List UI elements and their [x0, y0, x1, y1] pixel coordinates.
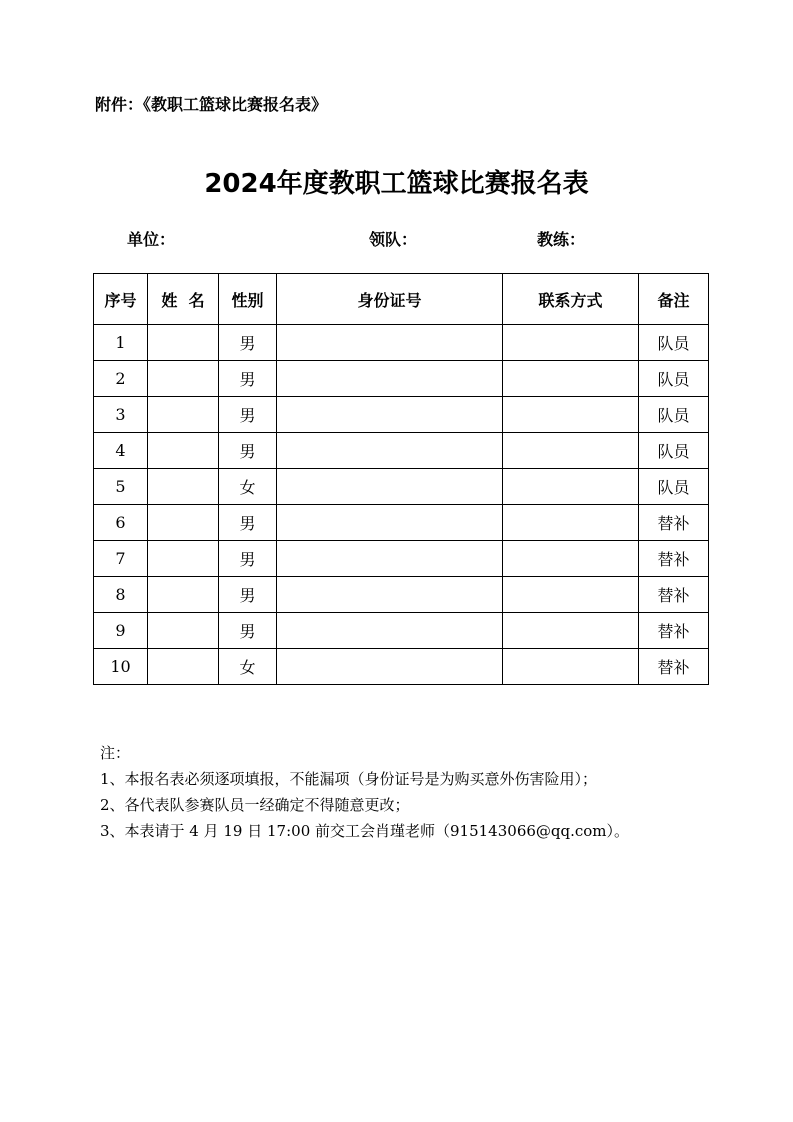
cell-name[interactable]: [148, 577, 219, 613]
table-row: [94, 577, 709, 613]
cell-gender: 男: [219, 325, 277, 361]
header-gender: 性别: [219, 274, 277, 325]
cell-contact[interactable]: [503, 397, 639, 433]
cell-no: 10: [94, 649, 148, 685]
cell-remark: 队员: [639, 433, 709, 469]
header-id-number: 身份证号: [277, 274, 503, 325]
cell-gender: 男: [219, 505, 277, 541]
cell-no: 3: [94, 397, 148, 433]
cell-id-number[interactable]: [277, 397, 503, 433]
cell-id-number[interactable]: [277, 613, 503, 649]
leader-label: 领队：: [369, 230, 418, 249]
cell-gender: 男: [219, 397, 277, 433]
cell-contact[interactable]: [503, 361, 639, 397]
cell-no: 1: [94, 325, 148, 361]
table-header-row: [94, 274, 709, 325]
cell-contact[interactable]: [503, 613, 639, 649]
cell-gender: 女: [219, 469, 277, 505]
cell-id-number[interactable]: [277, 469, 503, 505]
cell-no: 4: [94, 433, 148, 469]
cell-remark: 替补: [639, 649, 709, 685]
cell-no: 9: [94, 613, 148, 649]
header-remark: 备注: [639, 274, 709, 325]
cell-gender: 男: [219, 361, 277, 397]
cell-name[interactable]: [148, 397, 219, 433]
cell-name[interactable]: [148, 469, 219, 505]
table-row: [94, 541, 709, 577]
cell-remark: 队员: [639, 469, 709, 505]
cell-name[interactable]: [148, 361, 219, 397]
unit-label: 单位：: [127, 230, 176, 249]
page-title: 2024年度教职工篮球比赛报名表: [204, 169, 589, 199]
cell-gender: 男: [219, 433, 277, 469]
table-row: [94, 361, 709, 397]
cell-id-number[interactable]: [277, 649, 503, 685]
cell-contact[interactable]: [503, 505, 639, 541]
header-contact: 联系方式: [503, 274, 639, 325]
cell-no: 2: [94, 361, 148, 397]
note-item: 3、本表请于 4 月 19 日 17:00 前交工会肖瑾老师（915143066@qq.com）。: [100, 822, 630, 840]
cell-name[interactable]: [148, 325, 219, 361]
cell-name[interactable]: [148, 649, 219, 685]
cell-id-number[interactable]: [277, 577, 503, 613]
cell-remark: 队员: [639, 325, 709, 361]
cell-remark: 替补: [639, 505, 709, 541]
cell-remark: 替补: [639, 577, 709, 613]
table-row: [94, 613, 709, 649]
cell-name[interactable]: [148, 433, 219, 469]
cell-name[interactable]: [148, 505, 219, 541]
cell-contact[interactable]: [503, 325, 639, 361]
cell-contact[interactable]: [503, 577, 639, 613]
cell-name[interactable]: [148, 613, 219, 649]
cell-contact[interactable]: [503, 649, 639, 685]
table-row: [94, 469, 709, 505]
cell-contact[interactable]: [503, 433, 639, 469]
cell-remark: 队员: [639, 397, 709, 433]
cell-remark: 替补: [639, 613, 709, 649]
cell-id-number[interactable]: [277, 541, 503, 577]
header-name: 姓 名: [148, 274, 219, 325]
registration-table: [93, 273, 709, 685]
cell-contact[interactable]: [503, 469, 639, 505]
table-row: [94, 433, 709, 469]
cell-no: 8: [94, 577, 148, 613]
cell-gender: 女: [219, 649, 277, 685]
table-row: [94, 649, 709, 685]
cell-no: 6: [94, 505, 148, 541]
attachment-label: 附件：《教职工篮球比赛报名表》: [95, 95, 328, 114]
cell-gender: 男: [219, 541, 277, 577]
cell-id-number[interactable]: [277, 325, 503, 361]
notes-section: [100, 740, 629, 844]
notes-heading: 注：: [100, 744, 131, 762]
table-row: [94, 397, 709, 433]
cell-contact[interactable]: [503, 541, 639, 577]
note-item: 2、各代表队参赛队员一经确定不得随意更改；: [100, 796, 410, 814]
coach-label: 教练：: [537, 230, 586, 249]
header-no: 序号: [94, 274, 148, 325]
cell-gender: 男: [219, 613, 277, 649]
cell-id-number[interactable]: [277, 361, 503, 397]
table-row: [94, 325, 709, 361]
cell-remark: 队员: [639, 361, 709, 397]
cell-name[interactable]: [148, 541, 219, 577]
cell-gender: 男: [219, 577, 277, 613]
table-row: [94, 505, 709, 541]
cell-id-number[interactable]: [277, 433, 503, 469]
cell-id-number[interactable]: [277, 505, 503, 541]
cell-no: 5: [94, 469, 148, 505]
note-item: 1、本报名表必须逐项填报，不能漏项（身份证号是为购买意外伤害险用）；: [100, 770, 598, 788]
cell-no: 7: [94, 541, 148, 577]
cell-remark: 替补: [639, 541, 709, 577]
